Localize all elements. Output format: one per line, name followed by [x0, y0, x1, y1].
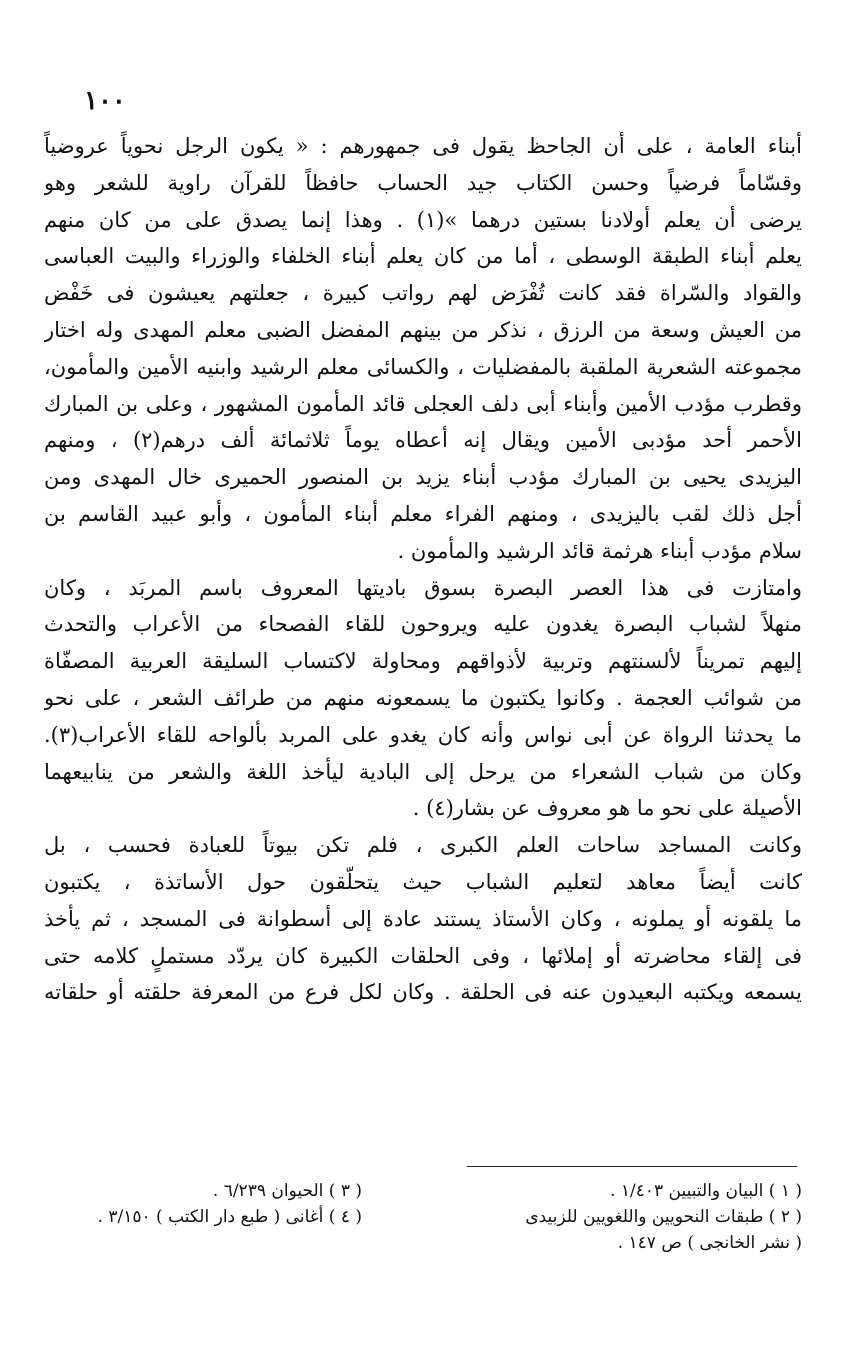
text-line-16: من شوائب العجمة . وكانوا يكتبون ما يسمعونه منهم من طرائف الشعر ، على نحو — [44, 685, 802, 710]
text-line-20: وكانت المساجد ساحات العلم الكبرى ، فلم تكن بيوتاً للعبادة فحسب ، بل — [44, 833, 802, 858]
text-line-6: من العيش وسعة من الرزق ، نذكر من بينهم المفضل الضبى معلم المهدى وله اختار — [44, 317, 802, 342]
text-line-23: فى إلقاء محاضرته أو إملائها ، وفى الحلقات الكبيرة كان يردّد مستملٍ كلامه حتى — [44, 943, 802, 968]
text-line-13: وامتازت فى هذا العصر البصرة بسوق باديتها المعروف باسم المربَد ، وكان — [44, 575, 802, 600]
text-line-5: والقواد والسّراة فقد كانت تُفْرَض لهم رواتب كبيرة ، جعلتهم يعيشون فى خَفْض — [44, 281, 802, 306]
text-line-10: اليزيدى يحيى بن المبارك مؤدب أبناء يزيد بن المنصور الحميرى خال المهدى ومن — [44, 465, 802, 490]
text-line-7: مجموعته الشعرية الملقبة بالمفضليات ، والكسائى معلم الرشيد وابنيه الأمين والمأمون، — [44, 354, 802, 379]
text-line-2: وقسّاماً فرضياً وحسن الكتاب جيد الحساب حافظاً للقرآن راوية للشعر وهو — [44, 170, 802, 195]
footnote-divider — [467, 1166, 797, 1167]
footnote-1: ( ١ ) البيان والتبيين ١/٤٠٣ . — [610, 1181, 802, 1201]
text-line-11: أجل ذلك لقب باليزيدى ، ومنهم الفراء معلم أبناء المأمون ، وأبو عبيد القاسم بن — [44, 501, 802, 526]
text-line-19: الأصيلة على نحو ما هو معروف عن بشار(٤) . — [412, 796, 802, 821]
text-line-14: منهلاً لشباب البصرة يغدون عليه ويروحون للقاء الفصحاء من الأعراب والتحدث — [44, 612, 802, 637]
page-number: ١٠٠ — [84, 86, 126, 116]
text-line-3: يرضى أن يعلم أولادنا بستين درهما »(١) . وهذا إنما يصدق على من كان منهم — [44, 207, 802, 232]
text-line-8: وقطرب مؤدب الأمين وأبناء أبى دلف العجلى قائد المأمون المشهور ، وعلى بن المبارك — [44, 391, 802, 416]
text-line-24: يسمعه ويكتبه البعيدون عنه فى الحلقة . وكان لكل فرع من المعرفة حلقته أو حلقاته — [44, 980, 802, 1005]
footnote-2-continued: ( نشر الخانجى ) ص ١٤٧ . — [617, 1233, 802, 1253]
text-line-22: ما يلقونه أو يملونه ، وكان الأستاذ يستند عادة إلى أسطوانة فى المسجد ، ثم يأخذ — [44, 906, 802, 931]
text-line-1: أبناء العامة ، على أن الجاحظ يقول فى جمهورهم : « يكون الرجل نحوياً عروضياً — [44, 134, 802, 158]
text-line-21: كانت أيضاً معاهد لتعليم الشباب حيث يتحلّقون حول الأساتذة ، يكتبون — [44, 869, 802, 894]
footnotes-left-column — [32, 1178, 362, 1230]
text-line-12: سلام مؤدب أبناء هرثمة قائد الرشيد والمأمون . — [397, 538, 802, 563]
text-line-9: الأحمر أحد مؤدبى الأمين ويقال إنه أعطاه يوماً ثلاثمائة ألف درهم(٢) ، ومنهم — [44, 428, 802, 453]
text-line-17: ما يحدثنا الرواة عن أبى نواس وأنه كان يغدو على المربد بألواحه للقاء الأعراب(٣). — [44, 722, 802, 747]
text-line-4: يعلم أبناء الطبقة الوسطى ، أما من كان يعلم أبناء الخلفاء والوزراء والبيت العباسى — [44, 244, 802, 269]
footnote-4: ( ٤ ) أغانى ( طبع دار الكتب ) ٣/١٥٠ . — [97, 1207, 362, 1227]
text-line-15: إليهم تمريناً لألسنتهم وتربية لأذواقهم ومحاولة لاكتساب السليقة العربية المصفّاة — [44, 649, 802, 674]
text-line-18: وكان من شباب الشعراء من يرحل إلى البادية ليأخذ اللغة والشعر من ينابيعهما — [44, 759, 802, 784]
footnote-3: ( ٣ ) الحيوان ٦/٢٣٩ . — [212, 1181, 362, 1201]
body-text — [44, 128, 802, 1011]
footnote-2: ( ٢ ) طبقات النحويين واللغويين للزبيدى — [525, 1207, 802, 1227]
footnotes-right-column — [442, 1178, 802, 1256]
